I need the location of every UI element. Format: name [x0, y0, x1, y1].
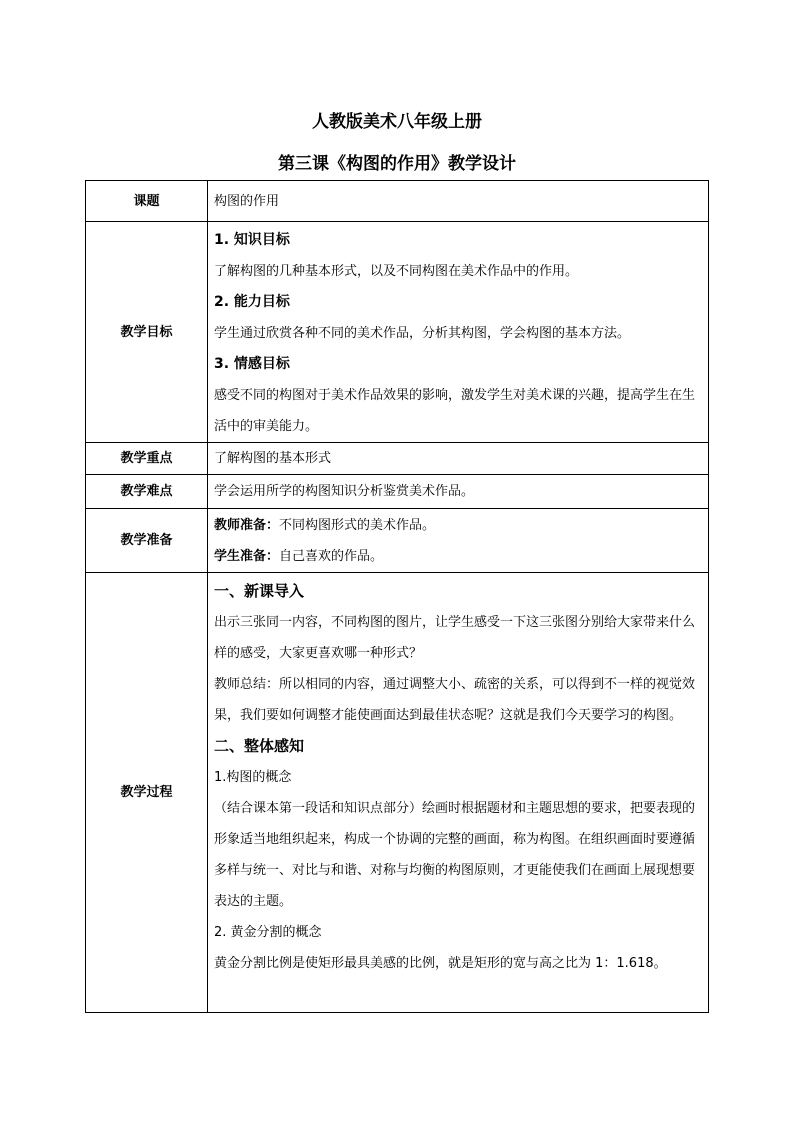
table-row: [86, 181, 709, 222]
key-value: 了解构图的基本形式: [208, 443, 709, 475]
intro-paragraph-2: 教师总结：所以相同的内容，通过调整大小、疏密的关系，可以得到不一样的视觉效果，我们要如何调整才能使画面达到最佳状态呢？这就是我们今天要学习的构图。: [214, 677, 696, 723]
goal-heading-ability: 2. 能力目标: [214, 294, 290, 310]
goal-heading-emotion: 3. 情感目标: [214, 356, 290, 372]
golden-ratio-paragraph: 黄金分割比例是使矩形最具美感的比例，就是矩形的宽与高之比为 1：1.618。: [214, 956, 667, 971]
row-label-prep: 教学准备: [86, 509, 208, 573]
teacher-prep-label: 教师准备：: [214, 518, 280, 533]
prep-content: [208, 509, 709, 573]
table-row: [86, 509, 709, 573]
composition-paragraph: （结合课本第一段话和知识点部分）绘画时根据题材和主题思想的要求，把要表现的形象适当地组织起来，构成一个协调的完整的画面，称为构图。在组织画面时要遵循多样与统一、对比与和谐、对称与均衡的构图原则，才更能使我们在画面上展现想要表达的主题。: [214, 801, 696, 909]
goal-text-knowledge: 了解构图的几种基本形式，以及不同构图在美术作品中的作用。: [214, 264, 579, 279]
section-heading-overall: 二、整体感知: [214, 737, 305, 755]
teacher-prep-value: 不同构图形式的美术作品。: [279, 518, 436, 533]
row-label-difficult: 教学难点: [86, 475, 208, 509]
subheading-composition-concept: 1.构图的概念: [214, 770, 292, 785]
row-label-process: 教学过程: [86, 573, 208, 1013]
subheading-golden-ratio: 2. 黄金分割的概念: [214, 925, 322, 940]
goals-content: [208, 222, 709, 443]
document-subtitle: 第三课《构图的作用》教学设计: [278, 154, 516, 174]
goal-text-emotion: 感受不同的构图对于美术作品效果的影响，激发学生对美术课的兴趣，提高学生在生活中的审美能力。: [214, 388, 696, 434]
student-prep-label: 学生准备：: [214, 549, 280, 564]
intro-paragraph-1: 出示三张同一内容，不同构图的图片，让学生感受一下这三张图分别给大家带来什么样的感受，大家更喜欢哪一种形式？: [214, 615, 696, 661]
row-label-goals: 教学目标: [86, 222, 208, 443]
student-prep-value: 自己喜欢的作品。: [279, 549, 384, 564]
goal-heading-knowledge: 1. 知识目标: [214, 232, 290, 248]
row-label-topic: 课题: [86, 181, 208, 222]
table-row: [86, 222, 709, 443]
table-row: [86, 443, 709, 475]
student-prep: [214, 541, 702, 572]
table-row: [86, 475, 709, 509]
document-title: 人教版美术八年级上册: [312, 112, 482, 132]
topic-value: 构图的作用: [208, 181, 709, 222]
row-label-key: 教学重点: [86, 443, 208, 475]
lesson-plan-table: [85, 180, 709, 1013]
table-row: [86, 573, 709, 1013]
difficult-value: 学会运用所学的构图知识分析鉴赏美术作品。: [208, 475, 709, 509]
teacher-prep: [214, 510, 702, 541]
section-heading-intro: 一、新课导入: [214, 582, 305, 600]
goal-text-ability: 学生通过欣赏各种不同的美术作品，分析其构图，学会构图的基本方法。: [214, 326, 631, 341]
process-content: [208, 573, 709, 1013]
